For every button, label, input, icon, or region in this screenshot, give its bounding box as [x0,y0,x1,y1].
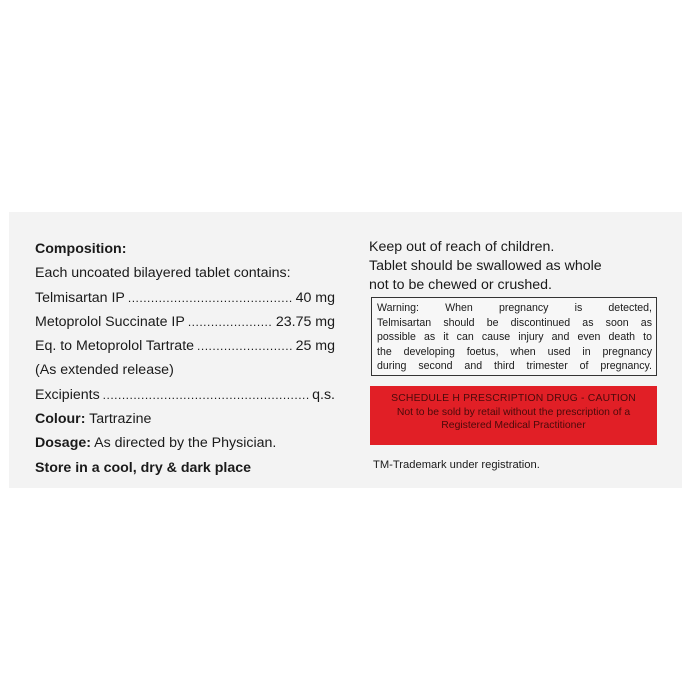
composition-intro: Each uncoated bilayered tablet contains: [35,265,291,282]
excipients-amount: q.s. [312,386,335,403]
ingredient-row [35,310,335,334]
schedule-title: SCHEDULE H PRESCRIPTION DRUG - CAUTION [391,393,636,404]
dosage-value: As directed by the Physician. [94,435,277,452]
leader-dots [188,310,273,334]
ingredient-amount: 23.75 mg [275,313,335,330]
leader-dots [128,286,293,310]
ingredient-name: Metoprolol Succinate IP [35,313,185,330]
dosage-label: Dosage: [35,435,91,452]
instruction-line: Keep out of reach of children. [369,239,555,255]
composition-section [35,237,335,480]
warning-line: the developing foetus, when used in pregnancy [377,345,652,358]
ingredient-name: Telmisartan IP [35,289,125,306]
dosage-line [35,431,335,455]
warning-line: possible as it can cause injury and even death to [377,331,652,343]
schedule-text: Registered Medical Practitioner [441,420,586,431]
warning-line: during second and third trimester of pregnancy. [377,360,652,372]
leader-dots [197,334,293,358]
storage-instruction: Store in a cool, dry & dark place [35,459,252,476]
instructions-section [369,238,664,296]
pregnancy-warning-box [371,297,657,376]
colour-label: Colour: [35,411,86,428]
ingredient-row [35,286,335,310]
schedule-h-caution-box [370,386,657,445]
warning-line: Telmisartan should be discontinued as soon as [377,316,652,329]
warning-line: Warning: When pregnancy is detected, [377,302,652,314]
leader-dots [103,383,309,407]
ingredient-row [35,334,335,358]
ingredient-name: Eq. to Metoprolol Tartrate [35,338,195,355]
excipients-name: Excipients [35,386,100,403]
ingredient-amount: 25 mg [295,338,335,355]
composition-heading: Composition: [35,241,127,257]
colour-line [35,407,335,431]
trademark-note: TM-Trademark under registration. [373,459,540,471]
ingredient-amount: 40 mg [295,289,335,306]
instruction-line: not to be chewed or crushed. [369,277,552,294]
release-note: (As extended release) [35,362,174,379]
excipients-row [35,383,335,407]
instruction-line: Tablet should be swallowed as whole [369,258,602,275]
schedule-text: Not to be sold by retail without the prescription of a [396,406,631,418]
colour-value: Tartrazine [89,411,152,428]
